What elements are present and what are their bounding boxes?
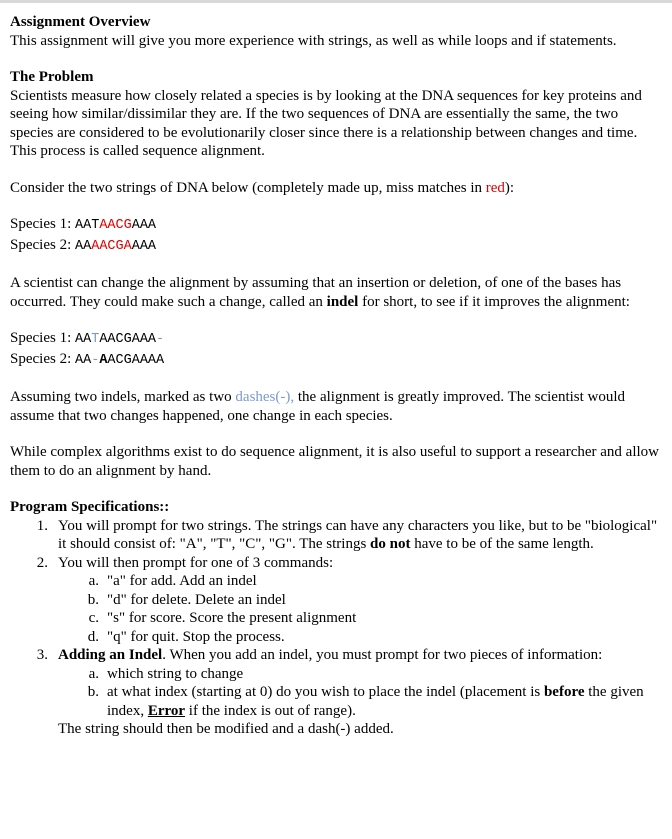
spec-list <box>10 517 662 573</box>
command-item: a. "a" for add. Add an indel <box>88 573 257 589</box>
indel-steps <box>10 665 662 721</box>
spec-item-3: 3. Adding an Indel. When you add an indel, you must prompt for two pieces of information: <box>36 647 603 663</box>
assume-text: Assuming two indels, marked as two dashes(-), the alignment is greatly improved. The scientist would assume that two changes happened, one change in each species. <box>10 389 626 424</box>
spec-item-1: 1. You will prompt for two strings. The strings can have any characters you like, but to be "biological" it should consist of: "A", "T", "C", "G". The strings do not have to be of the same length. <box>36 517 658 552</box>
command-item: d. "q" for quit. Stop the process. <box>87 628 285 645</box>
species2-line: Species 2: AAAACGAAAA <box>10 236 157 254</box>
indel-term: indel <box>326 293 359 310</box>
overview-heading: Assignment Overview <box>10 14 151 30</box>
red-word: red <box>485 179 505 196</box>
species2-aligned-line: Species 2: AA-AACGAAAA <box>10 350 165 368</box>
alignment-before <box>10 215 662 256</box>
alignment-after <box>10 329 662 370</box>
overview-text: This assignment will give you more experience with strings, as well as while loops and if statements. <box>10 32 617 49</box>
document-page <box>0 3 672 739</box>
species1-aligned-line: Species 1: AATAACGAAA- <box>10 330 165 347</box>
problem-heading: The Problem <box>10 69 94 85</box>
command-item: c. "s" for score. Score the present alignment <box>88 610 357 626</box>
specs-heading: Program Specifications:: <box>10 499 170 515</box>
indel-text: A scientist can change the alignment by assuming that an insertion or deletion, of one of the bases has occurred. They could make such a change, called an indel for short, to see if it improves the alignment: <box>10 275 630 310</box>
consider-text: Consider the two strings of DNA below (completely made up, miss matches in red): <box>10 179 515 196</box>
indel-step: b. at what index (starting at 0) do you wish to place the indel (placement is before the given index, Error if the index is out of range). <box>87 684 644 719</box>
indel-step: a. which string to change <box>88 665 244 682</box>
error-word: Error <box>147 702 186 719</box>
complex-text: While complex algorithms exist to do sequence alignment, it is also useful to support a researcher and allow them to do an alignment by hand. <box>10 444 659 479</box>
final-text: The string should then be modified and a dash(-) added. <box>58 721 394 737</box>
dashes-word: dashes(-), <box>235 389 295 405</box>
command-list <box>10 572 662 646</box>
problem-text: Scientists measure how closely related a species is by looking at the DNA sequences for key proteins and seeing how similar/dissimilar they are. If the two sequences of DNA are essentially the same, the two species are considered to be evolutionarily closer since there is a relationship between changes and time. This process is called sequence alignment. <box>10 87 642 159</box>
command-item: b. "d" for delete. Delete an indel <box>87 591 286 608</box>
species1-line: Species 1: AATAACGAAA <box>10 216 157 233</box>
spec-item-2: 2. You will then prompt for one of 3 commands: <box>36 554 334 571</box>
